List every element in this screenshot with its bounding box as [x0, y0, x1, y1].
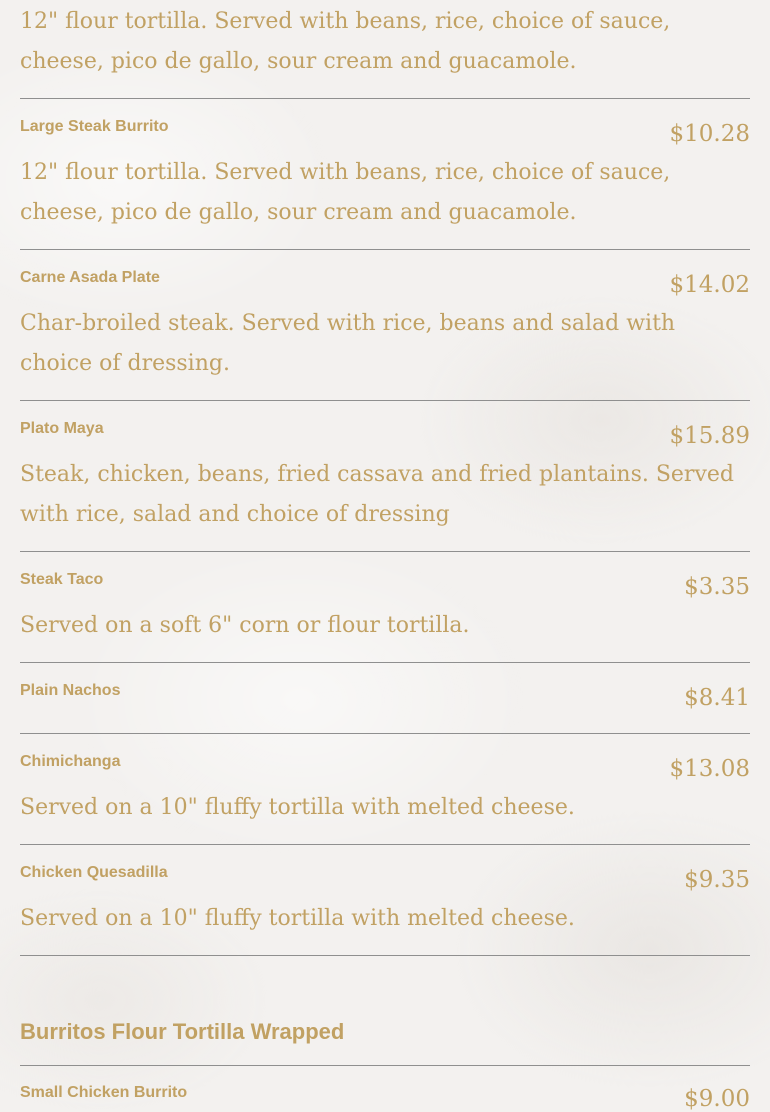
- menu-item-name: Plain Nachos: [20, 682, 121, 699]
- menu-item-name: Plato Maya: [20, 420, 104, 437]
- menu-item-chimichanga[interactable]: [20, 734, 750, 845]
- menu-item-description: 12" flour tortilla. Served with beans, rice, choice of sauce, cheese, pico de gallo, sour cream and guacamole.: [20, 9, 671, 74]
- menu-item-description: Char-broiled steak. Served with rice, beans and salad with choice of dressing.: [20, 311, 676, 376]
- menu-item-description: Served on a 10" fluffy tortilla with melted cheese.: [20, 906, 575, 931]
- menu-item-name: Small Chicken Burrito: [20, 1084, 188, 1101]
- menu-item-price: $15.89: [669, 423, 750, 449]
- section-heading: Burritos Flour Tortilla Wrapped: [20, 1019, 345, 1044]
- menu-list: [20, 0, 750, 956]
- menu-item-price: $14.02: [669, 272, 750, 298]
- menu-item-large-steak-burrito[interactable]: [20, 99, 750, 250]
- menu-item-price: $9.35: [684, 867, 750, 893]
- menu-item-name: Chicken Quesadilla: [20, 864, 168, 881]
- menu-item-description: 12" flour tortilla. Served with beans, rice, choice of sauce, cheese, pico de gallo, sour cream and guacamole.: [20, 160, 671, 225]
- menu-item-price: $10.28: [669, 121, 750, 147]
- menu-item-description: Served on a 10" fluffy tortilla with melted cheese.: [20, 795, 575, 820]
- menu-item-description: Served on a soft 6" corn or flour tortilla.: [20, 613, 470, 638]
- menu-item-price: $3.35: [684, 574, 750, 600]
- menu-item-name: Chimichanga: [20, 753, 121, 770]
- menu-item-price: $8.41: [684, 685, 750, 711]
- menu-item-name: Large Steak Burrito: [20, 118, 169, 135]
- menu-item-partial: [20, 0, 750, 99]
- menu-item-chicken-quesadilla[interactable]: [20, 845, 750, 956]
- menu-item-description: Steak, chicken, beans, fried cassava and fried plantains. Served with rice, salad and choice of dressing: [20, 462, 734, 527]
- menu-item-carne-asada-plate[interactable]: [20, 250, 750, 401]
- menu-item-price: $13.08: [669, 756, 750, 782]
- menu-item-name: Carne Asada Plate: [20, 269, 160, 286]
- menu-item-small-chicken-burrito[interactable]: [20, 1066, 750, 1112]
- menu-item-plain-nachos[interactable]: [20, 663, 750, 734]
- menu-item-price: $9.00: [684, 1086, 750, 1112]
- menu-item-steak-taco[interactable]: [20, 552, 750, 663]
- menu-item-name: Steak Taco: [20, 571, 104, 588]
- menu-item-plato-maya[interactable]: [20, 401, 750, 552]
